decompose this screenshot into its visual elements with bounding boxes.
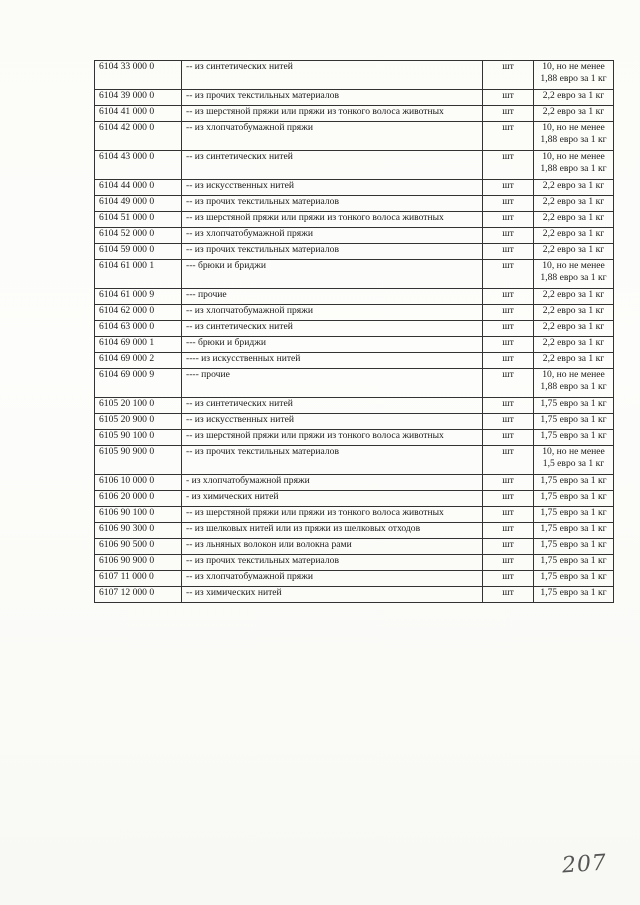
duty-rate-line: 1,75 евро за 1 кг <box>540 491 607 502</box>
table-row <box>95 539 614 555</box>
table-row <box>95 106 614 122</box>
duty-rate-cell <box>534 523 614 539</box>
duty-rate-line: 1,88 евро за 1 кг <box>540 381 607 392</box>
duty-rate-cell <box>534 353 614 369</box>
unit-cell: шт <box>483 491 534 507</box>
tariff-table-body <box>95 61 614 603</box>
duty-rate-cell <box>534 369 614 398</box>
duty-rate-cell <box>534 106 614 122</box>
description-cell: -- из шерстяной пряжи или пряжи из тонкого волоса животных <box>182 106 483 122</box>
unit-cell: шт <box>483 539 534 555</box>
unit-cell: шт <box>483 122 534 151</box>
unit-cell: шт <box>483 475 534 491</box>
duty-rate-line: 1,75 евро за 1 кг <box>540 587 607 598</box>
description-cell: -- из хлопчатобумажной пряжи <box>182 305 483 321</box>
unit-cell: шт <box>483 414 534 430</box>
table-row <box>95 369 614 398</box>
duty-rate-line: 1,75 евро за 1 кг <box>540 430 607 441</box>
duty-rate-cell <box>534 289 614 305</box>
table-row <box>95 491 614 507</box>
unit-cell: шт <box>483 369 534 398</box>
description-cell: - из хлопчатобумажной пряжи <box>182 475 483 491</box>
tnved-code-cell: 6107 11 000 0 <box>95 571 182 587</box>
table-row <box>95 305 614 321</box>
description-cell: -- из прочих текстильных материалов <box>182 196 483 212</box>
table-row <box>95 507 614 523</box>
unit-cell: шт <box>483 337 534 353</box>
duty-rate-cell <box>534 151 614 180</box>
duty-rate-line: 2,2 евро за 1 кг <box>542 106 605 117</box>
unit-cell: шт <box>483 507 534 523</box>
description-cell: -- из синтетических нитей <box>182 321 483 337</box>
tnved-code-cell: 6105 90 900 0 <box>95 446 182 475</box>
duty-rate-line: 1,88 евро за 1 кг <box>540 134 607 145</box>
description-cell: -- из прочих текстильных материалов <box>182 244 483 260</box>
unit-cell: шт <box>483 151 534 180</box>
tnved-code-cell: 6104 63 000 0 <box>95 321 182 337</box>
unit-cell: шт <box>483 244 534 260</box>
table-row <box>95 523 614 539</box>
description-cell: -- из шерстяной пряжи или пряжи из тонкого волоса животных <box>182 430 483 446</box>
unit-cell: шт <box>483 587 534 603</box>
table-row <box>95 337 614 353</box>
table-row <box>95 414 614 430</box>
duty-rate-cell <box>534 398 614 414</box>
duty-rate-line: 1,75 евро за 1 кг <box>540 398 607 409</box>
table-row <box>95 61 614 90</box>
duty-rate-cell <box>534 212 614 228</box>
tnved-code-cell: 6104 41 000 0 <box>95 106 182 122</box>
tnved-code-cell: 6105 90 100 0 <box>95 430 182 446</box>
table-row <box>95 289 614 305</box>
tnved-code-cell: 6104 33 000 0 <box>95 61 182 90</box>
description-cell: --- брюки и бриджи <box>182 260 483 289</box>
duty-rate-cell <box>534 321 614 337</box>
handwritten-page-number: 207 <box>561 850 608 879</box>
table-row <box>95 122 614 151</box>
tnved-code-cell: 6106 10 000 0 <box>95 475 182 491</box>
tnved-code-cell: 6104 44 000 0 <box>95 180 182 196</box>
duty-rate-cell <box>534 180 614 196</box>
tnved-code-cell: 6105 20 100 0 <box>95 398 182 414</box>
table-row <box>95 228 614 244</box>
duty-rate-line: 10, но не менее <box>542 122 605 133</box>
tariff-table <box>94 60 614 603</box>
unit-cell: шт <box>483 430 534 446</box>
table-row <box>95 212 614 228</box>
duty-rate-line: 2,2 евро за 1 кг <box>542 196 605 207</box>
tnved-code-cell: 6104 61 000 1 <box>95 260 182 289</box>
unit-cell: шт <box>483 212 534 228</box>
duty-rate-line: 10, но не менее <box>542 260 605 271</box>
unit-cell: шт <box>483 353 534 369</box>
unit-cell: шт <box>483 289 534 305</box>
table-row <box>95 180 614 196</box>
description-cell: -- из химических нитей <box>182 587 483 603</box>
duty-rate-cell <box>534 90 614 106</box>
tnved-code-cell: 6106 90 100 0 <box>95 507 182 523</box>
tnved-code-cell: 6104 51 000 0 <box>95 212 182 228</box>
duty-rate-line: 2,2 евро за 1 кг <box>542 321 605 332</box>
tnved-code-cell: 6105 20 900 0 <box>95 414 182 430</box>
table-row <box>95 321 614 337</box>
tnved-code-cell: 6104 69 000 9 <box>95 369 182 398</box>
unit-cell: шт <box>483 228 534 244</box>
duty-rate-cell <box>534 491 614 507</box>
description-cell: --- прочие <box>182 289 483 305</box>
tnved-code-cell: 6106 90 500 0 <box>95 539 182 555</box>
description-cell: --- брюки и бриджи <box>182 337 483 353</box>
tnved-code-cell: 6104 62 000 0 <box>95 305 182 321</box>
duty-rate-cell <box>534 475 614 491</box>
duty-rate-line: 2,2 евро за 1 кг <box>542 305 605 316</box>
description-cell: -- из льняных волокон или волокна рами <box>182 539 483 555</box>
duty-rate-cell <box>534 337 614 353</box>
description-cell: -- из хлопчатобумажной пряжи <box>182 571 483 587</box>
tnved-code-cell: 6104 69 000 1 <box>95 337 182 353</box>
duty-rate-cell <box>534 555 614 571</box>
unit-cell: шт <box>483 180 534 196</box>
description-cell: - из химических нитей <box>182 491 483 507</box>
table-row <box>95 571 614 587</box>
table-row <box>95 475 614 491</box>
table-row <box>95 446 614 475</box>
tnved-code-cell: 6104 52 000 0 <box>95 228 182 244</box>
duty-rate-line: 2,2 евро за 1 кг <box>542 228 605 239</box>
table-row <box>95 587 614 603</box>
duty-rate-line: 10, но не менее <box>542 61 605 72</box>
table-row <box>95 353 614 369</box>
duty-rate-cell <box>534 446 614 475</box>
duty-rate-line: 1,75 евро за 1 кг <box>540 555 607 566</box>
unit-cell: шт <box>483 196 534 212</box>
tnved-code-cell: 6107 12 000 0 <box>95 587 182 603</box>
duty-rate-cell <box>534 571 614 587</box>
duty-rate-line: 1,75 евро за 1 кг <box>540 507 607 518</box>
duty-rate-line: 2,2 евро за 1 кг <box>542 244 605 255</box>
duty-rate-line: 10, но не менее <box>542 369 605 380</box>
unit-cell: шт <box>483 90 534 106</box>
tnved-code-cell: 6104 43 000 0 <box>95 151 182 180</box>
tnved-code-cell: 6106 90 300 0 <box>95 523 182 539</box>
description-cell: -- из синтетических нитей <box>182 151 483 180</box>
duty-rate-line: 1,75 евро за 1 кг <box>540 475 607 486</box>
table-row <box>95 260 614 289</box>
tnved-code-cell: 6104 69 000 2 <box>95 353 182 369</box>
duty-rate-cell <box>534 539 614 555</box>
duty-rate-line: 1,5 евро за 1 кг <box>542 458 605 469</box>
unit-cell: шт <box>483 260 534 289</box>
description-cell: -- из синтетических нитей <box>182 61 483 90</box>
duty-rate-cell <box>534 260 614 289</box>
description-cell: -- из шерстяной пряжи или пряжи из тонкого волоса животных <box>182 507 483 523</box>
description-cell: -- из хлопчатобумажной пряжи <box>182 228 483 244</box>
description-cell: -- из синтетических нитей <box>182 398 483 414</box>
tnved-code-cell: 6104 42 000 0 <box>95 122 182 151</box>
unit-cell: шт <box>483 446 534 475</box>
unit-cell: шт <box>483 61 534 90</box>
table-row <box>95 90 614 106</box>
duty-rate-cell <box>534 196 614 212</box>
unit-cell: шт <box>483 106 534 122</box>
duty-rate-line: 2,2 евро за 1 кг <box>542 180 605 191</box>
description-cell: -- из шелковых нитей или из пряжи из шелковых отходов <box>182 523 483 539</box>
tnved-code-cell: 6104 61 000 9 <box>95 289 182 305</box>
duty-rate-line: 2,2 евро за 1 кг <box>542 289 605 300</box>
duty-rate-line: 1,88 евро за 1 кг <box>540 163 607 174</box>
duty-rate-line: 2,2 евро за 1 кг <box>542 212 605 223</box>
tnved-code-cell: 6104 49 000 0 <box>95 196 182 212</box>
description-cell: -- из прочих текстильных материалов <box>182 446 483 475</box>
description-cell: -- из хлопчатобумажной пряжи <box>182 122 483 151</box>
table-row <box>95 555 614 571</box>
duty-rate-cell <box>534 244 614 260</box>
duty-rate-line: 1,75 евро за 1 кг <box>540 539 607 550</box>
duty-rate-cell <box>534 122 614 151</box>
description-cell: -- из прочих текстильных материалов <box>182 90 483 106</box>
table-row <box>95 430 614 446</box>
unit-cell: шт <box>483 523 534 539</box>
unit-cell: шт <box>483 555 534 571</box>
unit-cell: шт <box>483 321 534 337</box>
duty-rate-line: 1,88 евро за 1 кг <box>540 73 607 84</box>
duty-rate-line: 1,75 евро за 1 кг <box>540 523 607 534</box>
duty-rate-cell <box>534 587 614 603</box>
tnved-code-cell: 6104 59 000 0 <box>95 244 182 260</box>
description-cell: -- из шерстяной пряжи или пряжи из тонкого волоса животных <box>182 212 483 228</box>
duty-rate-line: 1,75 евро за 1 кг <box>540 571 607 582</box>
duty-rate-cell <box>534 228 614 244</box>
duty-rate-line: 10, но не менее <box>542 446 605 457</box>
tnved-code-cell: 6106 20 000 0 <box>95 491 182 507</box>
table-row <box>95 244 614 260</box>
duty-rate-line: 2,2 евро за 1 кг <box>542 337 605 348</box>
tnved-code-cell: 6104 39 000 0 <box>95 90 182 106</box>
table-row <box>95 196 614 212</box>
description-cell: ---- прочие <box>182 369 483 398</box>
unit-cell: шт <box>483 398 534 414</box>
duty-rate-line: 2,2 евро за 1 кг <box>542 353 605 364</box>
tnved-code-cell: 6106 90 900 0 <box>95 555 182 571</box>
duty-rate-cell <box>534 507 614 523</box>
description-cell: -- из искусственных нитей <box>182 414 483 430</box>
unit-cell: шт <box>483 571 534 587</box>
description-cell: -- из искусственных нитей <box>182 180 483 196</box>
duty-rate-line: 10, но не менее <box>542 151 605 162</box>
duty-rate-line: 2,2 евро за 1 кг <box>542 90 605 101</box>
duty-rate-cell <box>534 305 614 321</box>
duty-rate-cell <box>534 430 614 446</box>
description-cell: ---- из искусственных нитей <box>182 353 483 369</box>
duty-rate-line: 1,75 евро за 1 кг <box>540 414 607 425</box>
duty-rate-line: 1,88 евро за 1 кг <box>540 272 607 283</box>
description-cell: -- из прочих текстильных материалов <box>182 555 483 571</box>
duty-rate-cell <box>534 414 614 430</box>
table-row <box>95 151 614 180</box>
duty-rate-cell <box>534 61 614 90</box>
table-row <box>95 398 614 414</box>
unit-cell: шт <box>483 305 534 321</box>
